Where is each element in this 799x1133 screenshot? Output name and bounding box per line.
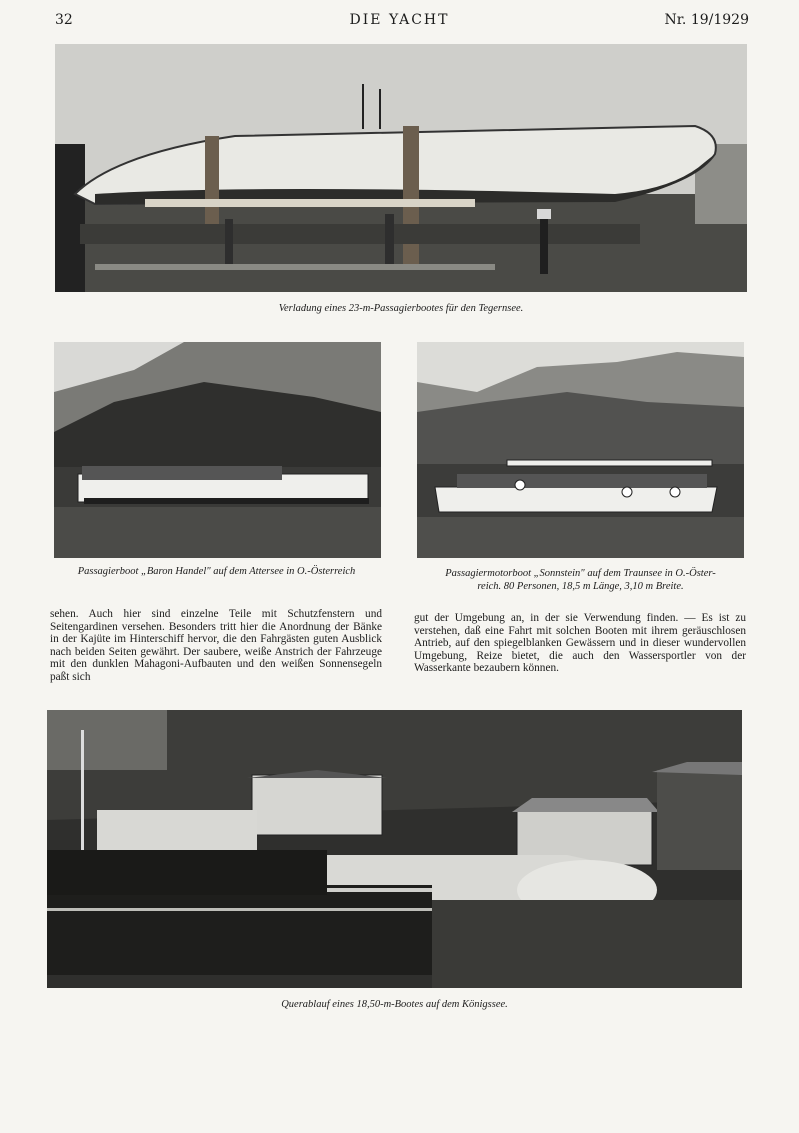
- page-number: 32: [55, 12, 73, 28]
- sonnstein-caption-line2: reich. 80 Personen, 18,5 m Länge, 3,10 m Breite.: [477, 581, 684, 592]
- baron-handel-photo: [54, 342, 381, 558]
- sonnstein-caption-line1: Passagiermotorboot „Sonnstein" auf dem Traunsee in O.-Öster-: [445, 568, 716, 579]
- sonnstein-caption: [412, 567, 749, 593]
- article-left-column: sehen. Auch hier sind einzelne Teile mit Schutzfenstern und Seitengardinen versehen. Besonders tritt hier die Anordnung der Bänke in der Kajüte im Hinterschiff hervor, die den Fahrgästen guten Ausblick nach beiden Seiten gewährt. Der saubere, weiße Anstrich der Fahrzeuge mit den dunklen Mahagoni-Aufbauten und den weißen Sonnensegeln paßt sich: [50, 608, 382, 683]
- issue-number: Nr. 19/1929: [664, 12, 749, 28]
- article-right-column: gut der Umgebung an, in der sie Verwendung finden. — Es ist zu verstehen, daß eine Fahrt mit solchen Booten mit ihrem geräuschlosen Antrieb, auf den spiegelblanken Gewässern und in dieser wundervollen Umgebung, Reize bietet, die auch den Wassersportler von der Wasserkante bezaubern können.: [414, 612, 746, 675]
- magazine-title: DIE YACHT: [349, 12, 450, 28]
- koenigssee-launch-photo: [47, 710, 742, 988]
- baron-handel-caption: Passagierboot „Baron Handel" auf dem Attersee in O.-Österreich: [77, 566, 356, 577]
- boat-loading-photo: [55, 44, 747, 292]
- boat-loading-caption: Verladung eines 23-m-Passagierbootes für den Tegernsee.: [278, 303, 524, 314]
- koenigssee-caption: Querablauf eines 18,50-m-Bootes auf dem Königssee.: [281, 999, 508, 1010]
- sonnstein-photo: [417, 342, 744, 558]
